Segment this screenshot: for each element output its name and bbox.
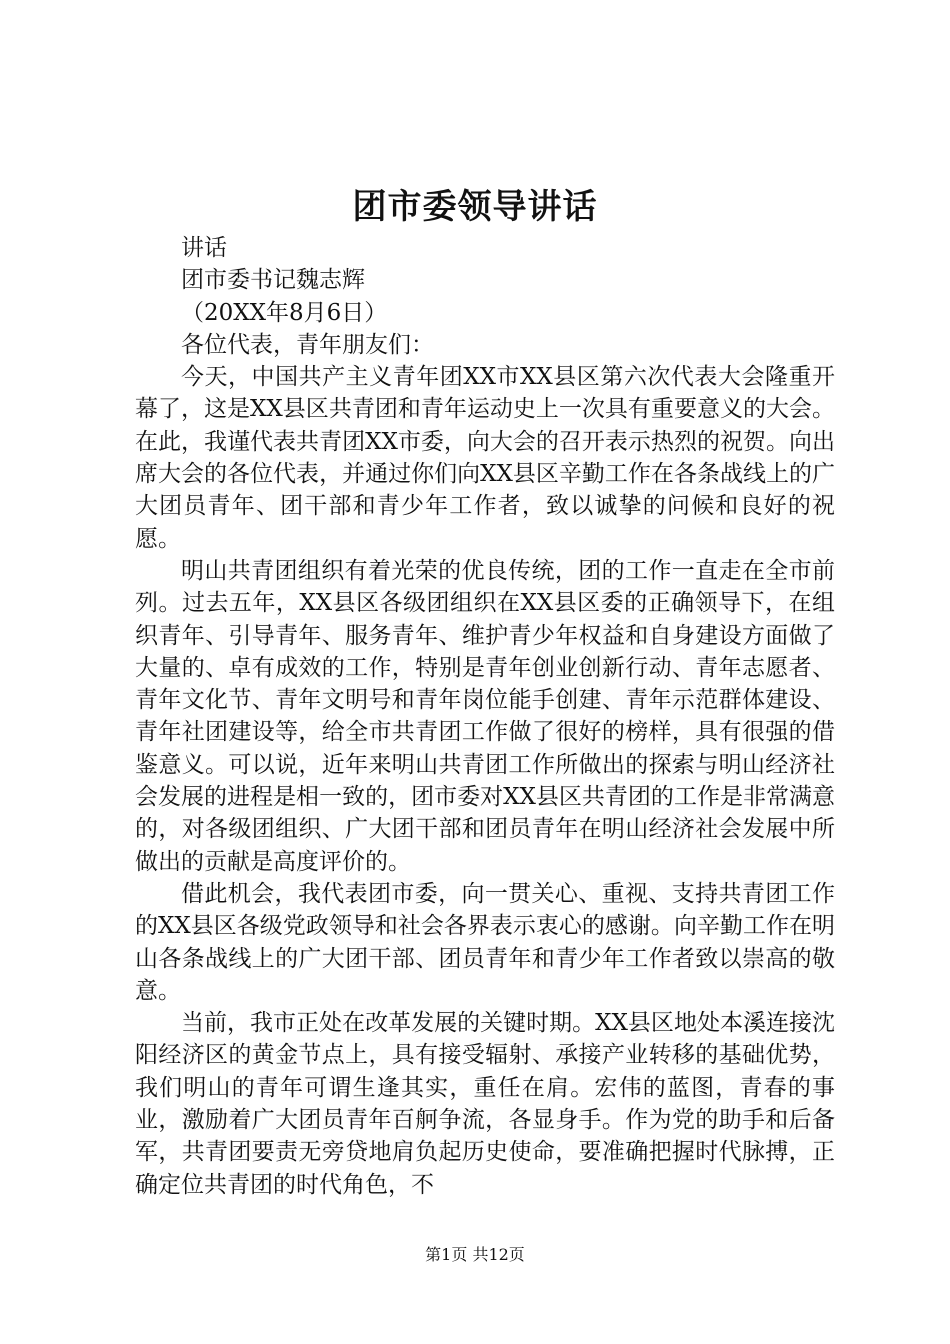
speech-label: 讲话 [181,235,227,261]
speaker-line: 团市委书记魏志辉 [181,267,365,294]
document-title: 团市委领导讲话 [352,187,598,227]
paragraph: 当前，我市正处在改革发展的关键时期。XX县区地处本溪连接沈阳经济区的黄金节点上，具有接受辐射、承接产业转移的基础优势，我们明山的青年可谓生逢其实，重任在肩。宏伟的蓝图，青春的事业，激励着广大团员青年百舸争流，各显身手。作为党的助手和后备军，共青团要责无旁贷地肩负起历史使命，要准确把握时代脉搏，正确定位共青团的时代角色，不 [135,1010,835,1198]
paragraph: 今天，中国共产主义青年团XX市XX县区第六次代表大会隆重开幕了，这是XX县区共青团和青年运动史上一次具有重要意义的大会。在此，我谨代表共青团XX市委，向大会的召开表示热烈的祝贺。向出席大会的各位代表，并通过你们向XX县区辛勤工作在各条战线上的广大团员青年、团干部和青少年工作者，致以诚挚的问候和良好的祝愿。 [135,364,835,552]
document-body [135,232,835,1201]
page-footer: 第1页 共12页 [425,1245,525,1264]
salutation-line: 各位代表，青年朋友们： [181,331,434,358]
paragraph: 借此机会，我代表团市委，向一贯关心、重视、支持共青团工作的XX县区各级党政领导和社会各界表示衷心的感谢。向辛勤工作在明山各条战线上的广大团干部、团员青年和青少年工作者致以崇高的敬意。 [135,880,835,1004]
paragraph: 明山共青团组织有着光荣的优良传统，团的工作一直走在全市前列。过去五年，XX县区各级团组织在XX县区委的正确领导下，在组织青年、引导青年、服务青年、维护青少年权益和自身建设方面做了大量的、卓有成效的工作，特别是青年创业创新行动、青年志愿者、青年文化节、青年文明号和青年岗位能手创建、青年示范群体建设、青年社团建设等，给全市共青团工作做了很好的榜样，具有很强的借鉴意义。可以说，近年来明山共青团工作所做出的探索与明山经济社会发展的进程是相一致的，团市委对XX县区共青团的工作是非常满意的，对各级团组织、广大团干部和团员青年在明山经济社会发展中所做出的贡献是高度评价的。 [135,557,835,875]
date-line: （20XX年8月6日） [181,299,388,326]
